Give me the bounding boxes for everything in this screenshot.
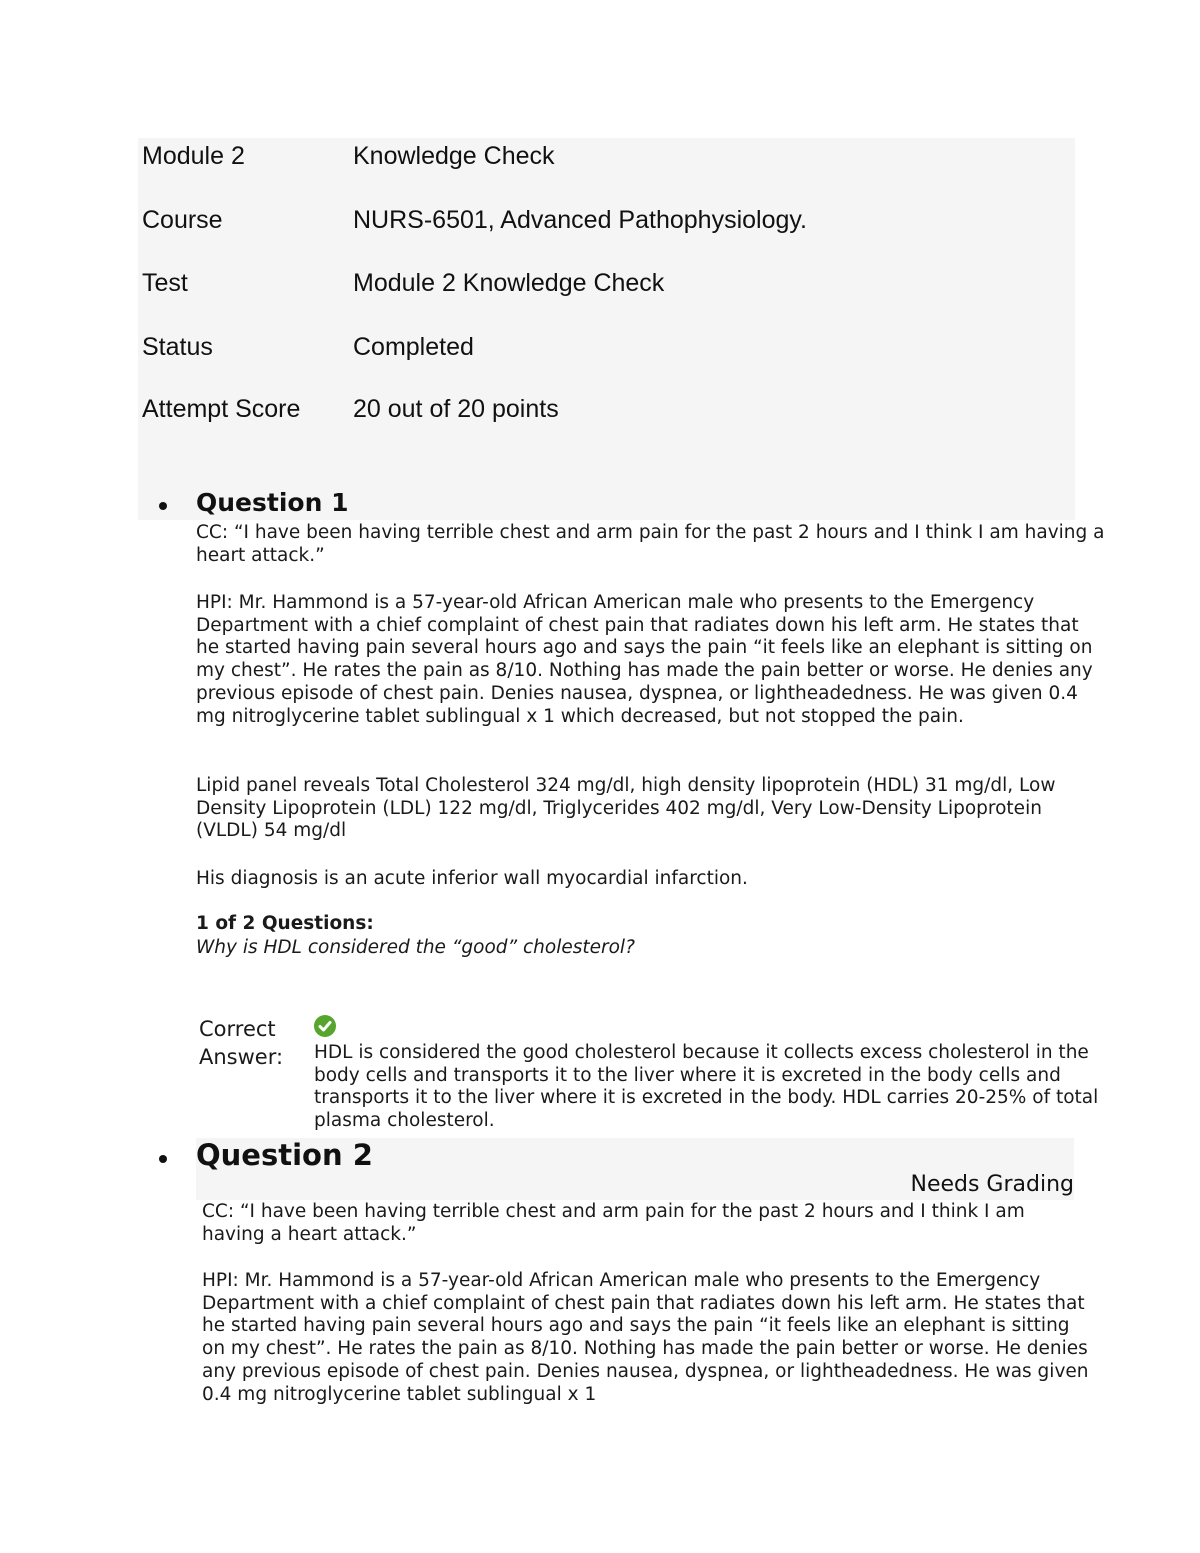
summary-label: Status	[142, 333, 213, 361]
hpi-text: HPI: Mr. Hammond is a 57-year-old African American male who presents to the Emergency Department with a chief complaint of chest pain that radiates down his left arm. He states that he started having pain several hours ago and says the pain “it feels like an elephant is sitting on my chest”. He rates the pain as 8/10. Nothing has made the pain better or worse. He denies any previous episode of chest pain. Denies nausea, dyspnea, or lightheadedness. He was given 0.4 mg nitroglycerine tablet sublingual x 1	[202, 1270, 1089, 1405]
question-2-cc	[202, 1201, 1092, 1246]
sub-question-heading: 1 of 2 Questions:	[196, 913, 374, 934]
summary-value: Knowledge Check	[353, 142, 555, 170]
question-1-diagnosis	[196, 868, 1106, 891]
correct-answer-label: Correct Answer:	[199, 1017, 284, 1069]
question-1-title: Question 1	[196, 488, 349, 517]
summary-value: 20 out of 20 points	[353, 395, 559, 423]
summary-label: Course	[142, 206, 223, 234]
summary-label: Attempt Score	[142, 395, 301, 423]
question-2-hpi	[202, 1270, 1092, 1406]
question-1-hpi	[196, 592, 1106, 728]
summary-label: Module 2	[142, 142, 245, 170]
summary-value: Module 2 Knowledge Check	[353, 269, 665, 297]
question-1-cc	[196, 522, 1106, 567]
summary-value: NURS-6501, Advanced Pathophysiology.	[353, 206, 807, 234]
hpi-text: HPI: Mr. Hammond is a 57-year-old African American male who presents to the Emergency Department with a chief complaint of chest pain that radiates down his left arm. He states that he started having pain several hours ago and says the pain “it feels like an elephant is sitting on my chest”. He rates the pain as 8/10. Nothing has made the pain better or worse. He denies any previous episode of chest pain. Denies nausea, dyspnea, or lightheadedness. He was given 0.4 mg nitroglycerine tablet sublingual x 1 which decreased, but not stopped the pain.	[196, 592, 1093, 727]
attempt-summary-panel	[138, 138, 1075, 520]
sub-question-text: Why is HDL considered the “good” cholesterol?	[196, 937, 635, 958]
summary-value: Completed	[353, 333, 474, 361]
diagnosis-text: His diagnosis is an acute inferior wall myocardial infarction.	[196, 868, 748, 889]
cc-text: CC: “I have been having terrible chest and arm pain for the past 2 hours and I think I am having a heart attack.”	[202, 1201, 1025, 1245]
summary-label: Test	[142, 269, 188, 297]
question-2-title: Question 2	[196, 1138, 373, 1172]
cc-text: CC: “I have been having terrible chest and arm pain for the past 2 hours and I think I am having a heart attack.”	[196, 522, 1105, 566]
correct-answer-text: HDL is considered the good cholesterol because it collects excess cholesterol in the body cells and transports it to the liver where it is excreted in the body cells and transports it to the liver where it is excreted in the body. HDL carries 20-25% of total plasma cholesterol.	[314, 1042, 1099, 1132]
check-circle-icon	[314, 1015, 336, 1037]
question-1-lipid	[196, 775, 1106, 843]
lipid-text: Lipid panel reveals Total Cholesterol 324 mg/dl, high density lipoprotein (HDL) 31 mg/dl, Low Density Lipoprotein (LDL) 122 mg/dl, Triglycerides 402 mg/dl, Very Low-Density Lipoprotein (VLDL) 54 mg/dl	[196, 775, 1056, 842]
bullet-icon	[159, 502, 167, 510]
bullet-icon	[159, 1155, 167, 1163]
grading-status: Needs Grading	[910, 1172, 1074, 1197]
